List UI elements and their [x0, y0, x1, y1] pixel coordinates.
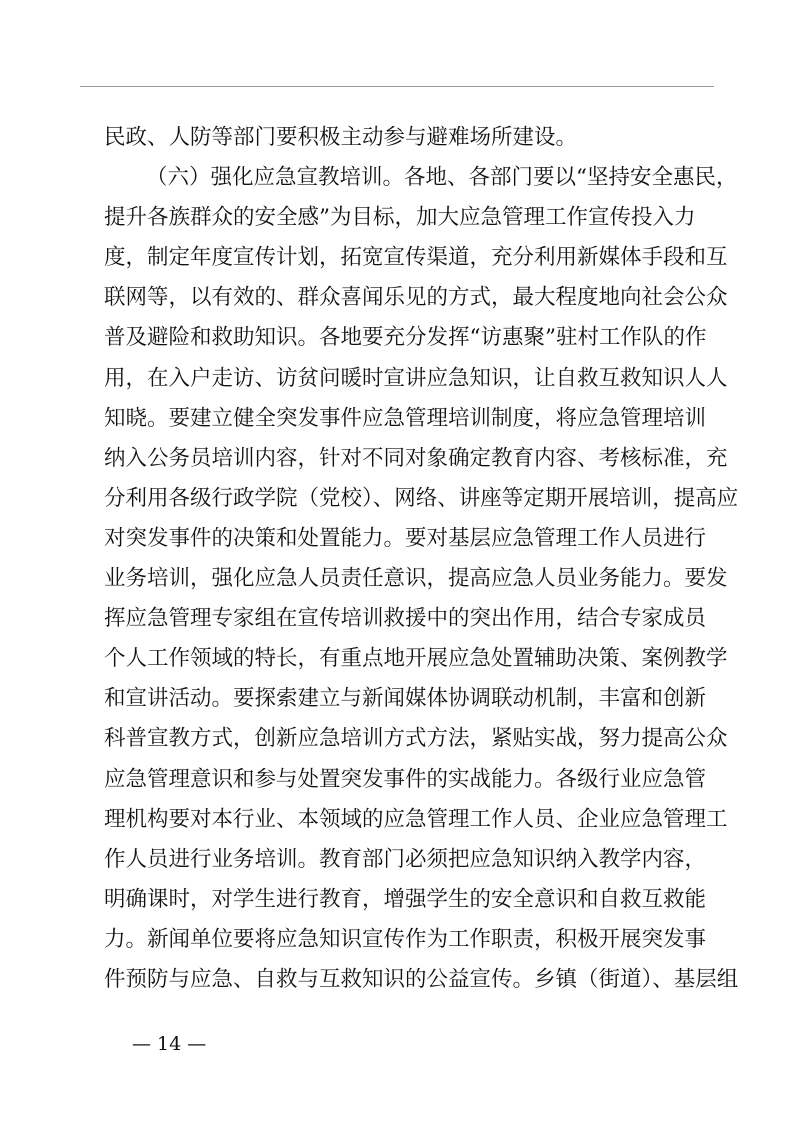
header-rule — [80, 86, 714, 87]
text-line: 和宣讲活动。要探索建立与新闻媒体协调联动机制，丰富和创新 — [104, 686, 707, 712]
body-text — [104, 118, 739, 1000]
text-line: 力。新闻单位要将应急知识宣传作为工作职责，积极开展突发事 — [104, 926, 707, 952]
text-line: 纳入公务员培训内容，针对不同对象确定教育内容、考核标准，充 — [104, 445, 728, 471]
text-line: 提升各族群众的安全感”为目标，加大应急管理工作宣传投入力 — [104, 205, 696, 231]
text-line: 普及避险和救助知识。各地要充分发挥“访惠聚”驻村工作队的作 — [104, 325, 707, 351]
text-line: 作人员进行业务培训。教育部门必须把应急知识纳入教学内容， — [104, 846, 707, 872]
text-line: 个人工作领域的特长，有重点地开展应急处置辅助决策、案例教学 — [104, 646, 728, 672]
text-line: 度，制定年度宣传计划，拓宽宣传渠道，充分利用新媒体手段和互 — [104, 245, 728, 271]
text-line: 科普宣教方式，创新应急培训方式方法，紧贴实战，努力提高公众 — [104, 726, 728, 752]
text-line: 业务培训，强化应急人员责任意识，提高应急人员业务能力。要发 — [104, 566, 728, 592]
text-line: 对突发事件的决策和处置能力。要对基层应急管理工作人员进行 — [104, 525, 707, 551]
text-line: 民政、人防等部门要积极主动参与避难场所建设。 — [104, 125, 578, 150]
text-line: 理机构要对本行业、本领域的应急管理工作人员、企业应急管理工 — [104, 806, 728, 832]
text-line: 挥应急管理专家组在宣传培训救援中的突出作用，结合专家成员 — [104, 606, 707, 632]
text-line: 联网等，以有效的、群众喜闻乐见的方式，最大程度地向社会公众 — [104, 285, 728, 311]
text-line: 用，在入户走访、访贫问暖时宣讲应急知识，让自救互救知识人人 — [104, 365, 728, 391]
text-line: 应急管理意识和参与处置突发事件的实战能力。各级行业应急管 — [104, 766, 707, 792]
page-number: — 14 — — [132, 1033, 207, 1055]
text-line: 知晓。要建立健全突发事件应急管理培训制度，将应急管理培训 — [104, 405, 707, 431]
text-line: 明确课时，对学生进行教育，增强学生的安全意识和自救互救能 — [104, 886, 707, 912]
text-line: 分利用各级行政学院（党校）、网络、讲座等定期开展培训，提高应 — [104, 485, 739, 511]
text-line: （六）强化应急宣教培训。各地、各部门要以“坚持安全惠民， — [146, 165, 738, 191]
text-line: 件预防与应急、自救与互救知识的公益宣传。乡镇（街道）、基层组 — [104, 966, 739, 992]
